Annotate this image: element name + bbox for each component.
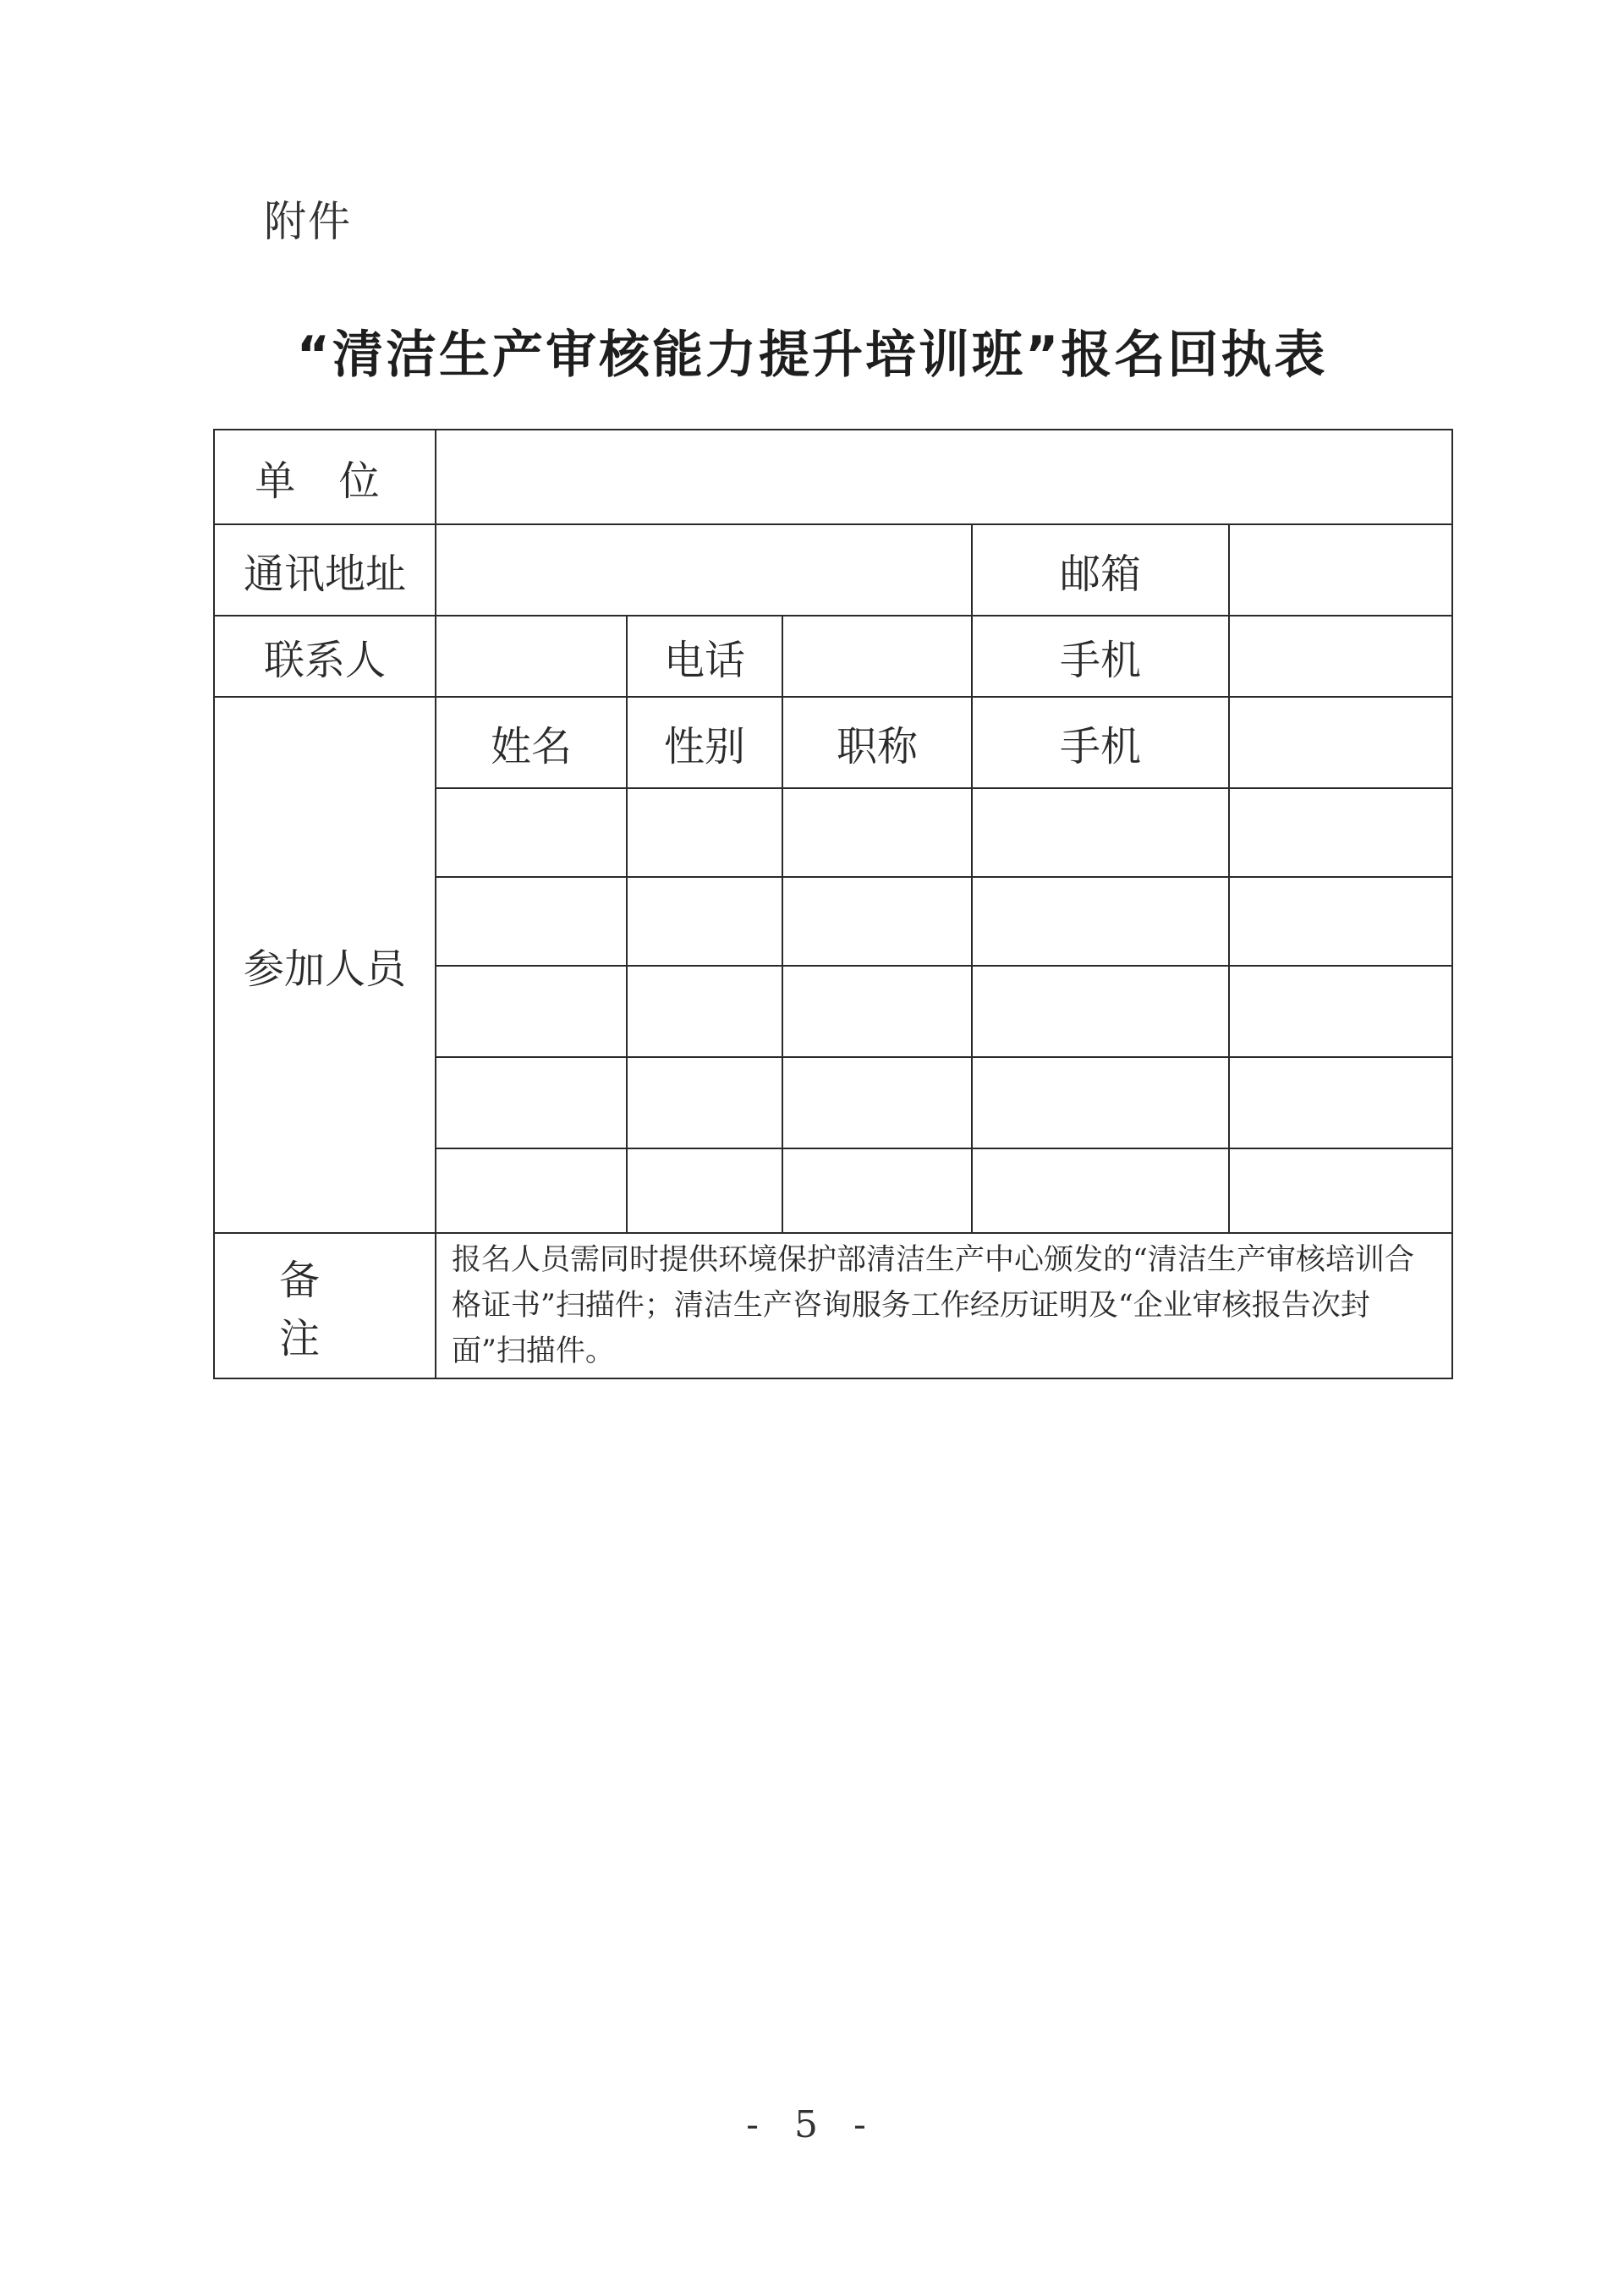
email-input-cell[interactable] — [1229, 524, 1452, 616]
participant-extra-cell[interactable] — [1229, 966, 1452, 1057]
participant-name-cell[interactable] — [436, 966, 627, 1057]
participants-label: 参加人员 — [214, 697, 436, 1233]
participant-title-cell[interactable] — [782, 1057, 972, 1148]
registration-form-table — [213, 429, 1453, 1379]
address-input-cell[interactable] — [436, 524, 972, 616]
row-contact — [214, 616, 1452, 697]
note-text: 报名人员需同时提供环境保护部清洁生产中心颁发的“清洁生产审核培训合格证书”扫描件；清洁生产咨询服务工作经历证明及“企业审核报告次封面”扫描件。 — [436, 1233, 1452, 1378]
participant-extra-cell[interactable] — [1229, 877, 1452, 966]
unit-label: 单 位 — [214, 430, 436, 524]
participant-title-cell[interactable] — [782, 877, 972, 966]
row-note — [214, 1233, 1452, 1378]
participant-title-cell[interactable] — [782, 788, 972, 877]
participant-extra-cell[interactable] — [1229, 1148, 1452, 1233]
unit-input-cell[interactable] — [436, 430, 1452, 524]
col-header-mobile: 手机 — [972, 697, 1229, 788]
participant-name-cell[interactable] — [436, 1148, 627, 1233]
phone-input-cell[interactable] — [782, 616, 972, 697]
row-unit — [214, 430, 1452, 524]
participant-name-cell[interactable] — [436, 1057, 627, 1148]
phone-label: 电话 — [627, 616, 782, 697]
participant-gender-cell[interactable] — [627, 788, 782, 877]
address-label: 通讯地址 — [214, 524, 436, 616]
participant-mobile-cell[interactable] — [972, 877, 1229, 966]
row-address — [214, 524, 1452, 616]
row-participants-header — [214, 697, 1452, 788]
contact-label: 联系人 — [214, 616, 436, 697]
col-header-title: 职称 — [782, 697, 972, 788]
participant-mobile-cell[interactable] — [972, 788, 1229, 877]
participant-title-cell[interactable] — [782, 1148, 972, 1233]
participant-gender-cell[interactable] — [627, 966, 782, 1057]
participant-title-cell[interactable] — [782, 966, 972, 1057]
note-label: 备 注 — [214, 1233, 436, 1378]
col-header-gender: 性别 — [627, 697, 782, 788]
col-header-extra — [1229, 697, 1452, 788]
form-title: “清洁生产审核能力提升培训班”报名回执表 — [296, 326, 1328, 385]
attachment-label: 附件 — [264, 197, 352, 246]
page-number: - 5 - — [746, 2103, 878, 2146]
mobile-label: 手机 — [972, 616, 1229, 697]
participant-mobile-cell[interactable] — [972, 1148, 1229, 1233]
contact-input-cell[interactable] — [436, 616, 627, 697]
mobile-input-cell[interactable] — [1229, 616, 1452, 697]
participant-extra-cell[interactable] — [1229, 1057, 1452, 1148]
participant-mobile-cell[interactable] — [972, 1057, 1229, 1148]
participant-gender-cell[interactable] — [627, 877, 782, 966]
email-label: 邮箱 — [972, 524, 1229, 616]
participant-name-cell[interactable] — [436, 788, 627, 877]
participant-gender-cell[interactable] — [627, 1148, 782, 1233]
participant-gender-cell[interactable] — [627, 1057, 782, 1148]
participant-name-cell[interactable] — [436, 877, 627, 966]
col-header-name: 姓名 — [436, 697, 627, 788]
participant-mobile-cell[interactable] — [972, 966, 1229, 1057]
participant-extra-cell[interactable] — [1229, 788, 1452, 877]
